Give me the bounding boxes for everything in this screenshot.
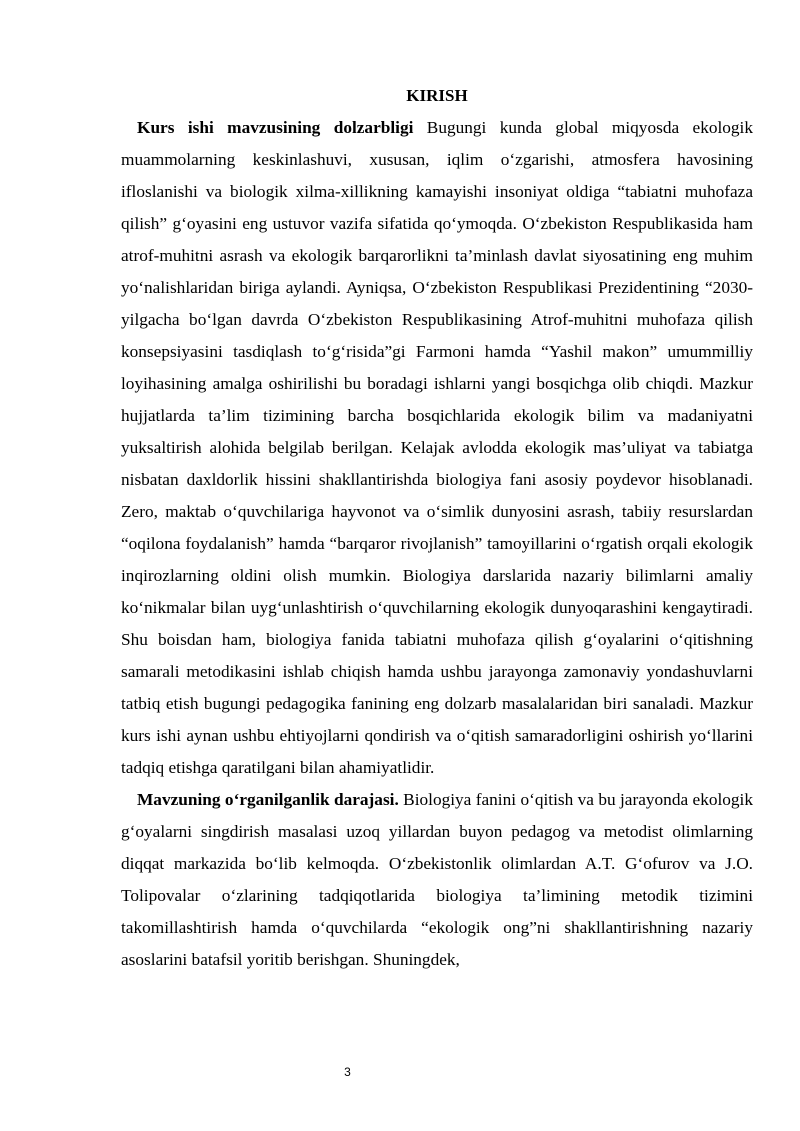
paragraph-relevance bbox=[121, 112, 753, 784]
section-title: KIRISH bbox=[406, 86, 468, 105]
paragraph-heading-relevance: Kurs ishi mavzusining dolzarbligi bbox=[137, 118, 414, 137]
page-number: 3 bbox=[344, 1065, 351, 1079]
paragraph-body-study-level: Biologiya fanini o‘qitish va bu jarayonda ekologik g‘oyalarni singdirish masalasi uzoq yillardan buyon pedagog va metodist olimlarning diqqat markazida bo‘lib kelmoqda. O‘zbekistonlik olimlardan A.T. G‘ofurov va J.O. Tolipovalar o‘zlarining tadqiqotlarida biologiya ta’limining metodik tizimini takomillashtirish hamda o‘quvchilarda “ekologik ong”ni shakllantirishning nazariy asoslarini batafsil yoritib berishgan. Shuningdek, bbox=[121, 790, 754, 969]
paragraph-heading-study-level: Mavzuning o‘rganilganlik darajasi. bbox=[137, 790, 399, 809]
paragraph-body-relevance: Bugungi kunda global miqyosda ekologik muammolarning keskinlashuvi, xususan, iqlim o‘zgarishi, atmosfera havosining ifloslanishi va biologik xilma-xillikning kamayishi insoniyat oldiga “tabiatni muhofaza qilish” g‘oyasini eng ustuvor vazifa sifatida qo‘ymoqda. O‘zbekiston Respublikasida ham atrof-muhitni asrash va ekologik barqarorlikni ta’minlash davlat siyosatining eng muhim yo‘nalishlaridan biriga aylandi. Ayniqsa, O‘zbekiston Respublikasi Prezidentining “2030-yilgacha bo‘lgan davrda O‘zbekiston Respublikasining Atrof-muhitni muhofaza qilish konsepsiyasini tasdiqlash to‘g‘risida”gi Farmoni hamda “Yashil makon” umummilliy loyihasining amalga oshirilishi bu boradagi ishlarni yangi bosqichga olib chiqdi. Mazkur hujjatlarda ta’lim tizimining barcha bosqichlarida ekologik bilim va madaniyatni yuksaltirish alohida belgilab berilgan. Kelajak avlodda ekologik mas’uliyat va tabiatga nisbatan daxldorlik hissini shakllantirishda biologiya fani asosiy poydevor hisoblanadi. Zero, maktab o‘quvchilariga hayvonot va o‘simlik dunyosini asrash, tabiiy resurslardan “oqilona foydalanish” hamda “barqaror rivojlanish” tamoyillarini o‘rgatish orqali ekologik inqirozlarning oldini olish mumkin. Biologiya darslarida nazariy bilimlarni amaliy ko‘nikmalar bilan uyg‘unlashtirish o‘quvchilarning ekologik dunyoqarashini kengaytiradi. Shu boisdan ham, biologiya fanida tabiatni muhofaza qilish g‘oyalarini o‘qitishning samarali metodikasini ishlab chiqish hamda ushbu jarayonga zamonaviy yondashuvlarni tatbiq etish bugungi pedagogika fanining eng dolzarb masalalaridan biri sanaladi. Mazkur kurs ishi aynan ushbu ehtiyojlarni qondirish va o‘qitish samaradorligini oshirish yo‘llarini tadqiq etishga qaratilgani bilan ahamiyatlidir. bbox=[121, 118, 753, 777]
document-page bbox=[121, 82, 753, 976]
paragraph-study-level bbox=[121, 784, 753, 976]
